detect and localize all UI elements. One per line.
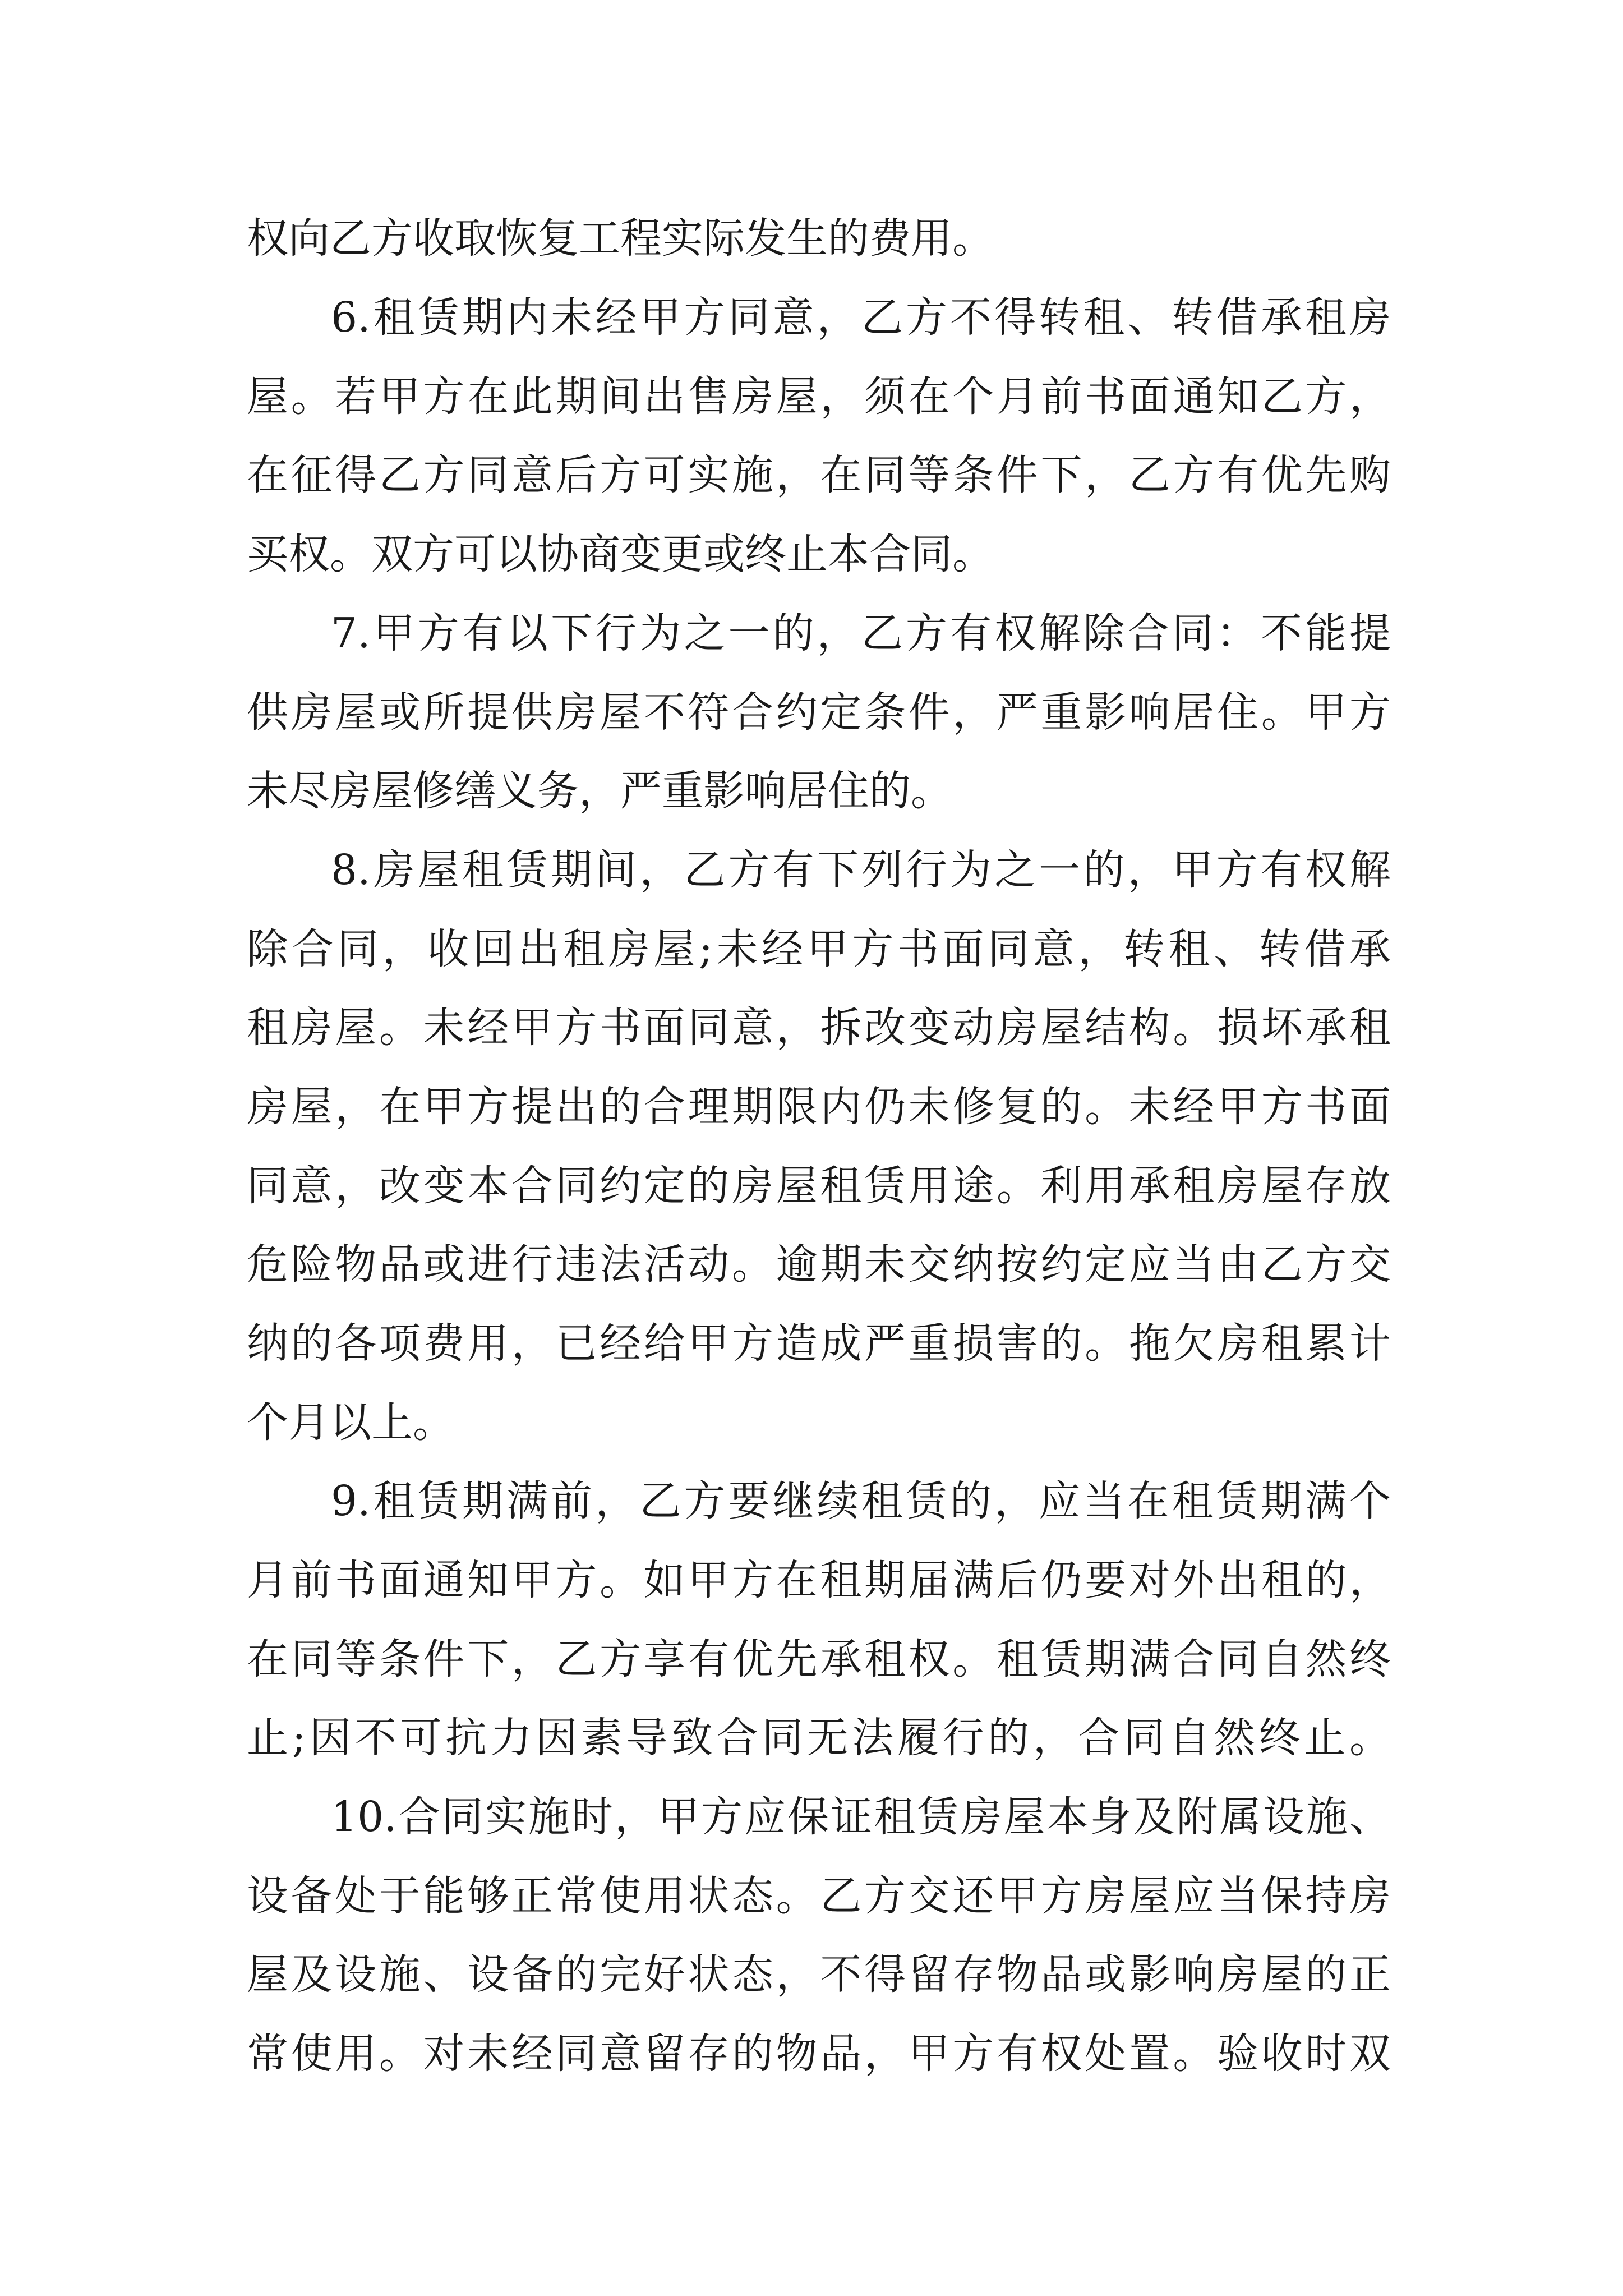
text-line: 未尽房屋修缮义务，严重影响居住的。 (247, 767, 952, 815)
text-line: 买权。双方可以协商变更或终止本合同。 (247, 530, 994, 578)
text-line: 租房屋。未经甲方书面同意，拆改变动房屋结构。损坏承租 (247, 1004, 1391, 1052)
text-line: 屋及设施、设备的完好状态，不得留存物品或影响房屋的正 (247, 1950, 1391, 1999)
text-line: 权向乙方收取恢复工程实际发生的费用。 (247, 214, 994, 263)
clause-8-start-line: 8.房屋租赁期间，乙方有下列行为之一的，甲方有权解 (331, 846, 1391, 894)
text-line: 月前书面通知甲方。如甲方在租期届满后仍要对外出租的， (247, 1556, 1391, 1604)
text-line: 止;因不可抗力因素导致合同无法履行的，合同自然终止。 (247, 1714, 1391, 1762)
clause-9-start-line: 9.租赁期满前，乙方要继续租赁的，应当在租赁期满个 (331, 1477, 1391, 1525)
text-line: 供房屋或所提供房屋不符合约定条件，严重影响居住。甲方 (247, 688, 1391, 737)
text-line: 房屋，在甲方提出的合理期限内仍未修复的。未经甲方书面 (247, 1083, 1391, 1131)
text-line: 纳的各项费用，已经给甲方造成严重损害的。拖欠房租累计 (247, 1319, 1391, 1368)
text-line: 屋。若甲方在此期间出售房屋，须在个月前书面通知乙方， (247, 372, 1391, 421)
text-line: 在征得乙方同意后方可实施，在同等条件下，乙方有优先购 (247, 451, 1391, 499)
clause-7-start-line: 7.甲方有以下行为之一的，乙方有权解除合同：不能提 (331, 609, 1391, 657)
text-line: 常使用。对未经同意留存的物品，甲方有权处置。验收时双 (247, 2030, 1391, 2078)
text-line: 设备处于能够正常使用状态。乙方交还甲方房屋应当保持房 (247, 1872, 1391, 1920)
text-line: 个月以上。 (247, 1398, 454, 1447)
text-line: 危险物品或进行违法活动。逾期未交纳按约定应当由乙方交 (247, 1240, 1391, 1289)
text-line: 除合同，收回出租房屋;未经甲方书面同意，转租、转借承 (247, 925, 1391, 973)
clause-10-start-line: 10.合同实施时，甲方应保证租赁房屋本身及附属设施、 (331, 1793, 1391, 1841)
text-line: 在同等条件下，乙方享有优先承租权。租赁期满合同自然终 (247, 1635, 1391, 1683)
text-line: 同意，改变本合同约定的房屋租赁用途。利用承租房屋存放 (247, 1162, 1391, 1210)
clause-6-start-line: 6.租赁期内未经甲方同意，乙方不得转租、转借承租房 (331, 293, 1391, 342)
